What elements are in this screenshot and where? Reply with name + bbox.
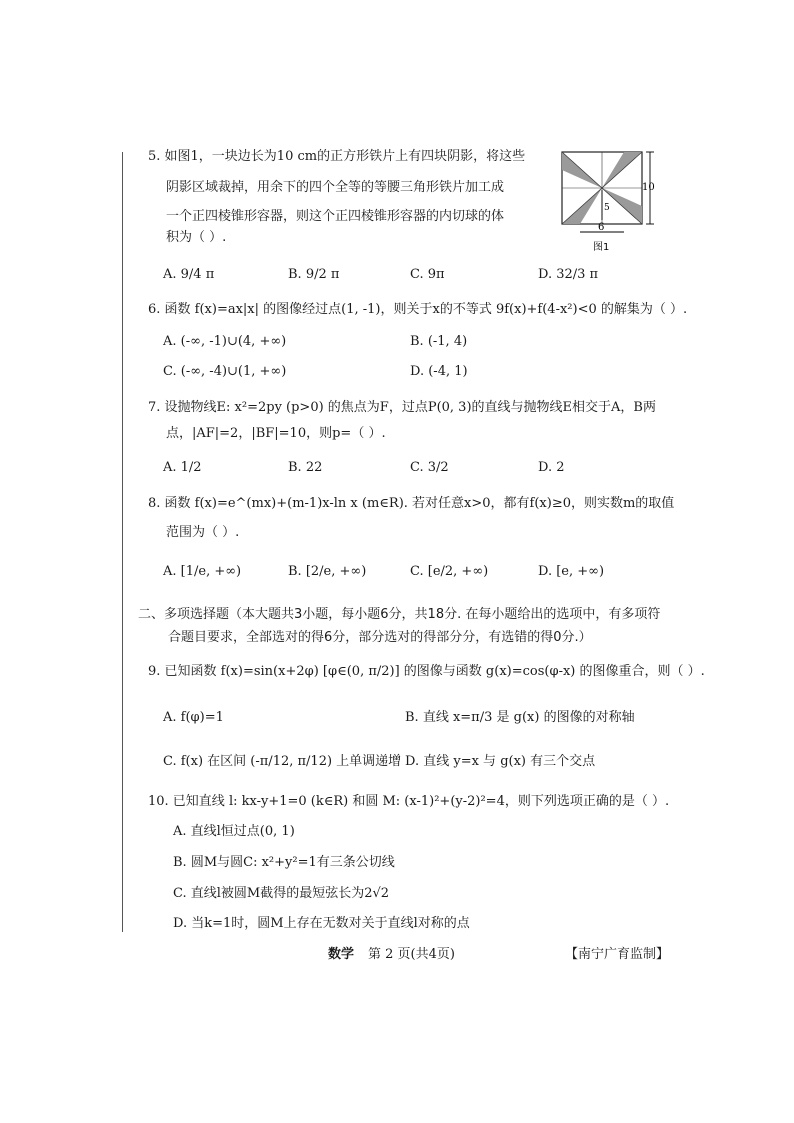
q9-option-d: D. 直线 y=x 与 g(x) 有三个交点 [405, 754, 596, 769]
figure-caption: 图1 [593, 242, 610, 253]
q7-option-d: D. 2 [538, 460, 565, 475]
q7-line2: 点，|AF|=2，|BF|=10，则p=（ ）. [166, 426, 386, 441]
q5-line1: 5. 如图1，一块边长为10 cm的正方形铁片上有四块阴影，将这些 [148, 149, 526, 164]
footer-subject: 数学 [328, 947, 355, 962]
q5-option-c: C. 9π [410, 267, 445, 282]
q6-option-c: C. (-∞, -4)∪(1, +∞) [163, 364, 287, 379]
footer-page-number: 第 2 页(共4页) [368, 947, 455, 962]
q10-option-d: D. 当k=1时，圆M上存在无数对关于直线l对称的点 [173, 916, 470, 931]
q8-line1: 8. 函数 f(x)=e^(mx)+(m-1)x-ln x (m∈R). 若对任意x>0，都有f(x)≥0，则实数m的取值 [148, 496, 675, 511]
figure-label-inner: 5 [604, 203, 610, 213]
q10-option-b: B. 圆M与圆C: x²+y²=1有三条公切线 [173, 855, 395, 870]
q10-option-c: C. 直线l被圆M截得的最短弦长为2√2 [173, 886, 390, 901]
figure-label-side: 10 [642, 182, 655, 193]
q7-option-c: C. 3/2 [410, 460, 449, 475]
q9-option-b: B. 直线 x=π/3 是 g(x) 的图像的对称轴 [405, 710, 635, 725]
q5-option-a: A. 9/4 π [163, 267, 215, 282]
q6-option-d: D. (-4, 1) [410, 364, 468, 379]
q9-line1: 9. 已知函数 f(x)=sin(x+2φ) [φ∈(0, π/2)] 的图像与函数 g(x)=cos(φ-x) 的图像重合，则（ ）. [148, 664, 705, 679]
q5-option-d: D. 32/3 π [538, 267, 599, 282]
q8-option-b: B. [2/e, +∞) [288, 564, 367, 579]
figure-1-square [560, 150, 660, 260]
figure-label-bottom: 6 [598, 222, 605, 233]
q7-option-b: B. 22 [288, 460, 323, 475]
q8-option-c: C. [e/2, +∞) [410, 564, 489, 579]
q10-line1: 10. 已知直线 l: kx-y+1=0 (k∈R) 和圆 M: (x-1)²+(y-2)²=4，则下列选项正确的是（ ）. [148, 794, 670, 809]
q5-line2: 阴影区域裁掉，用余下的四个全等的等腰三角形铁片加工成 [166, 180, 505, 195]
margin-line [122, 152, 123, 932]
q5-line3: 一个正四棱锥形容器，则这个正四棱锥形容器的内切球的体 [166, 209, 505, 224]
q9-option-c: C. f(x) 在区间 (-π/12, π/12) 上单调递增 [163, 754, 402, 769]
q9-option-a: A. f(φ)=1 [163, 710, 224, 725]
footer-brand: 【南宁广育监制】 [565, 947, 670, 962]
q8-option-a: A. [1/e, +∞) [163, 564, 242, 579]
section-2-heading: 二、多项选择题（本大题共3小题，每小题6分，共18分. 在每小题给出的选项中，有多项符 [138, 607, 661, 622]
q6-option-a: A. (-∞, -1)∪(4, +∞) [163, 334, 287, 349]
q8-option-d: D. [e, +∞) [538, 564, 605, 579]
q6-line1: 6. 函数 f(x)=ax|x| 的图像经过点(1, -1)，则关于x的不等式 9f(x)+f(4-x²)<0 的解集为（ ）. [148, 302, 688, 317]
q10-option-a: A. 直线l恒过点(0, 1) [173, 824, 295, 839]
q8-line2: 范围为（ ）. [166, 525, 240, 540]
q5-option-b: B. 9/2 π [288, 267, 340, 282]
q5-line4: 积为（ ）. [166, 230, 227, 245]
q7-option-a: A. 1/2 [163, 460, 202, 475]
q6-option-b: B. (-1, 4) [410, 334, 468, 349]
section-2-instructions: 合题目要求，全部选对的得6分，部分选对的得部分分，有选错的得0分.） [168, 630, 592, 645]
q7-line1: 7. 设抛物线E: x²=2py (p>0) 的焦点为F，过点P(0, 3)的直线与抛物线E相交于A，B两 [148, 400, 656, 415]
